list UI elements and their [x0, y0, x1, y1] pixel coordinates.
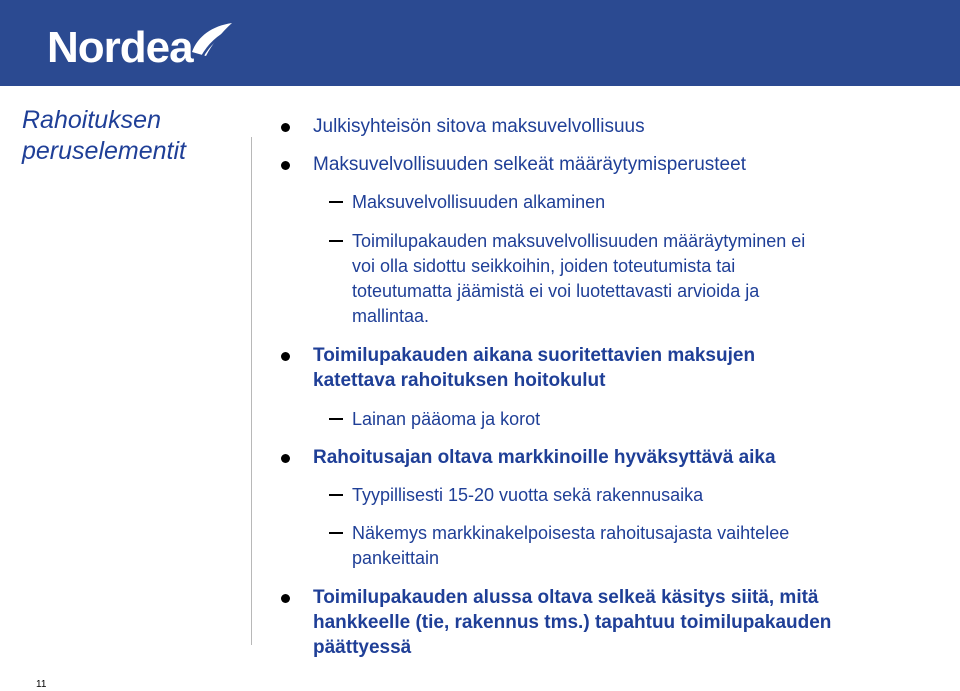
dash-icon — [329, 240, 343, 242]
text-line: Toimilupakauden alussa oltava selkeä käsitys siitä, mitä — [313, 587, 819, 608]
page-number: 11 — [36, 679, 47, 690]
dash-icon — [329, 418, 343, 420]
sub-list-item — [352, 229, 912, 329]
dash-icon — [329, 532, 343, 534]
bullet-dot-icon — [281, 161, 290, 170]
dash-icon — [329, 201, 343, 203]
text-line: Toimilupakauden maksuvelvollisuuden määräytyminen ei — [352, 231, 806, 251]
text-line: päättyessä — [313, 637, 412, 658]
text-line: hankkeelle (tie, rakennus tms.) tapahtuu toimilupakauden — [313, 612, 832, 633]
sub-list-item: Maksuvelvollisuuden alkaminen — [352, 192, 606, 212]
section-title-line: Rahoituksen — [22, 106, 161, 134]
text-line: katettava rahoituksen hoitokulut — [313, 370, 606, 391]
text-line: pankeittain — [352, 548, 440, 568]
list-item: Maksuvelvollisuuden selkeät määräytymisperusteet — [313, 154, 746, 175]
bullet-dot-icon — [281, 352, 290, 361]
section-title-line: peruselementit — [22, 137, 186, 165]
bullet-dot-icon — [281, 123, 290, 132]
nordea-logo: Nordea — [47, 23, 193, 72]
text-line: voi olla sidottu seikkoihin, joiden toteutumista tai — [352, 256, 736, 276]
text-line: mallintaa. — [352, 306, 430, 326]
sub-list-item: Lainan pääoma ja korot — [352, 409, 541, 429]
list-item: Julkisyhteisön sitova maksuvelvollisuus — [313, 116, 645, 137]
text-line: Toimilupakauden aikana suoritettavien maksujen — [313, 345, 756, 366]
sub-list-item: Tyypillisesti 15-20 vuotta sekä rakennusaika — [352, 485, 704, 505]
sub-list-item — [352, 521, 912, 571]
text-line: Näkemys markkinakelpoisesta rahoitusajasta vaihtelee — [352, 523, 790, 543]
bullet-dot-icon — [281, 454, 290, 463]
list-item — [313, 343, 923, 393]
list-item — [313, 585, 923, 660]
text-line: toteutumatta jäämistä ei voi luotettavasti arvioida ja — [352, 281, 760, 301]
dash-icon — [329, 494, 343, 496]
bullet-dot-icon — [281, 594, 290, 603]
list-item: Rahoitusajan oltava markkinoille hyväksyttävä aika — [313, 447, 776, 468]
